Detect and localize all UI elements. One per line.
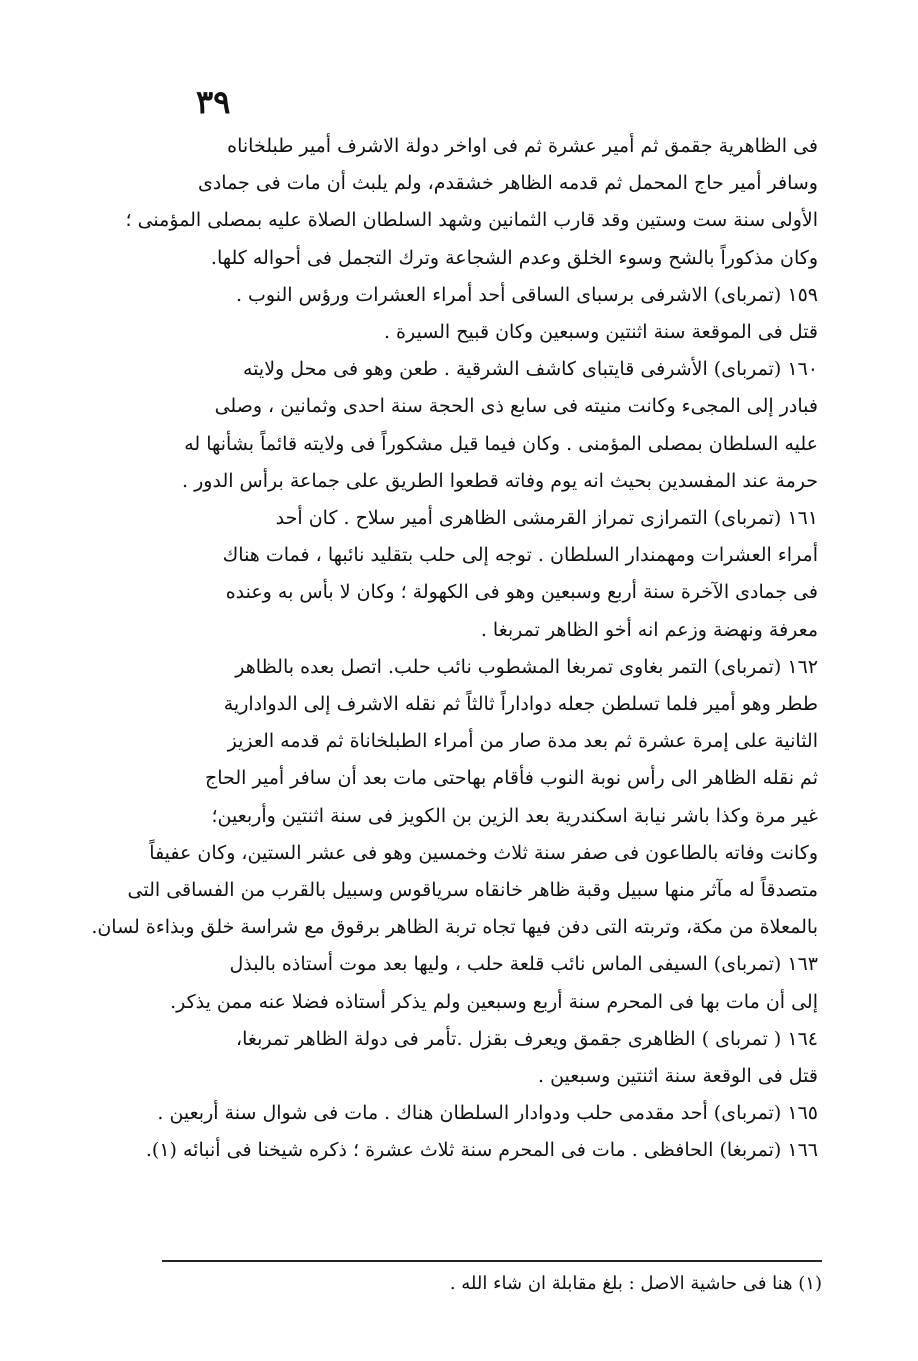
text-line: فبادر إلى المجىء وكانت منيته فى سابع ذى الحجة سنة احدى وثمانين ، وصلى — [214, 395, 818, 418]
entry-160-line: ١٦٠ (تمرباى) الأشرفى قايتباى كاشف الشرقية . طعن وهو فى محل ولايته — [242, 358, 818, 381]
text-line: ططر وهو أمير فلما تسلطن جعله دواداراً ثالثاً ثم نقله الاشرف إلى الدوادارية — [223, 693, 818, 716]
text-line: الأولى سنة ست وستين وقد قارب الثمانين وشهد السلطان الصلاة عليه بمصلى المؤمنى ؛ — [125, 209, 818, 232]
text-line: أمراء العشرات ومهمندار السلطان . توجه إلى حلب بتقليد نائبها ، فمات هناك — [222, 544, 818, 567]
footnote-divider — [162, 1260, 822, 1262]
text-line: قتل فى الموقعة سنة اثنتين وسبعين وكان قبيح السيرة . — [383, 321, 818, 344]
text-line: وكانت وفاته بالطاعون فى صفر سنة ثلاث وخمسين وهو فى عشر الستين، وكان عفيفاً — [149, 841, 818, 864]
entry-166-line: ١٦٦ (تمربغا) الحافظى . مات فى المحرم سنة ثلاث عشرة ؛ ذكره شيخنا فى أنبائه (١). — [145, 1139, 818, 1162]
text-line: إلى أن مات بها فى المحرم سنة أربع وسبعين ولم يذكر أستاذه فضلا عنه ممن يذكر. — [170, 990, 818, 1013]
text-line: حرمة عند المفسدين بحيث انه يوم وفاته قطعوا الطريق على جماعة برأس الدور . — [182, 469, 818, 492]
text-line: عليه السلطان بمصلى المؤمنى . وكان فيما قيل مشكوراً فى ولايته قائماً بشأنها له — [184, 432, 818, 455]
body-text — [91, 128, 818, 1170]
text-line: وكان مذكوراً بالشح وسوء الخلق وعدم الشجاعة وترك التجمل فى أحواله كلها. — [210, 246, 818, 269]
text-line: فى الظاهرية جقمق ثم أمير عشرة ثم فى اواخر دولة الاشرف أمير طبلخاناه — [227, 135, 818, 157]
text-line: معرفة ونهضة وزعم انه أخو الظاهر تمربغا . — [480, 618, 818, 641]
text-line: ثم نقله الظاهر الى رأس نوبة النوب فأقام بهاحتى مات بعد أن سافر أمير الحاج — [205, 767, 818, 790]
text-line: قتل فى الوقعة سنة اثنتين وسبعين . — [538, 1065, 818, 1088]
text-line: بالمعلاة من مكة، وتربته التى دفن فيها تجاه تربة الظاهر برقوق مع شراسة خلق وبذاءة لسان. — [91, 916, 818, 939]
entry-165-line: ١٦٥ (تمرباى) أحد مقدمى حلب ودوادار السلطان هناك . مات فى شوال سنة أربعين . — [157, 1102, 818, 1125]
entry-163-line: ١٦٣ (تمرباى) السيفى الماس نائب قلعة حلب ، وليها بعد موت أستاذه بالبذل — [229, 953, 818, 976]
footnote: (١) هنا فى حاشية الاصل : بلغ مقابلة ان شاء الله . — [449, 1273, 822, 1294]
text-line: الثانية على إمرة عشرة ثم بعد مدة صار من أمراء الطبلخاناة ثم قدمه العزيز — [227, 730, 818, 753]
page-number: ٣٩ — [196, 83, 231, 121]
entry-162-line: ١٦٢ (تمرباى) التمر بغاوى تمربغا المشطوب نائب حلب. اتصل بعده بالظاهر — [235, 655, 818, 678]
text-line: متصدقاً له مآثر منها سبيل وقبة ظاهر خانقاه سرياقوس وسبيل بالقرب من الفساقى التى — [127, 879, 818, 902]
entry-164-line: ١٦٤ ( تمرباى ) الظاهرى جقمق ويعرف بقزل .تأمر فى دولة الظاهر تمربغا، — [235, 1027, 818, 1050]
text-line: وسافر أمير حاج المحمل ثم قدمه الظاهر خشقدم، ولم يلبث أن مات فى جمادى — [197, 172, 818, 195]
text-line: فى جمادى الآخرة سنة أربع وسبعين وهو فى الكهولة ؛ وكان لا بأس به وعنده — [225, 581, 818, 604]
text-line: غير مرة وكذا باشر نيابة اسكندرية بعد الزين بن الكويز فى سنة اثنتين وأربعين؛ — [211, 804, 818, 827]
entry-161-line: ١٦١ (تمرباى) التمرازى تمراز القرمشى الظاهرى أمير سلاح . كان أحد — [275, 507, 818, 530]
entry-159-line: ١٥٩ (تمرباى) الاشرفى برسباى الساقى أحد أمراء العشرات ورؤس النوب . — [235, 283, 818, 306]
